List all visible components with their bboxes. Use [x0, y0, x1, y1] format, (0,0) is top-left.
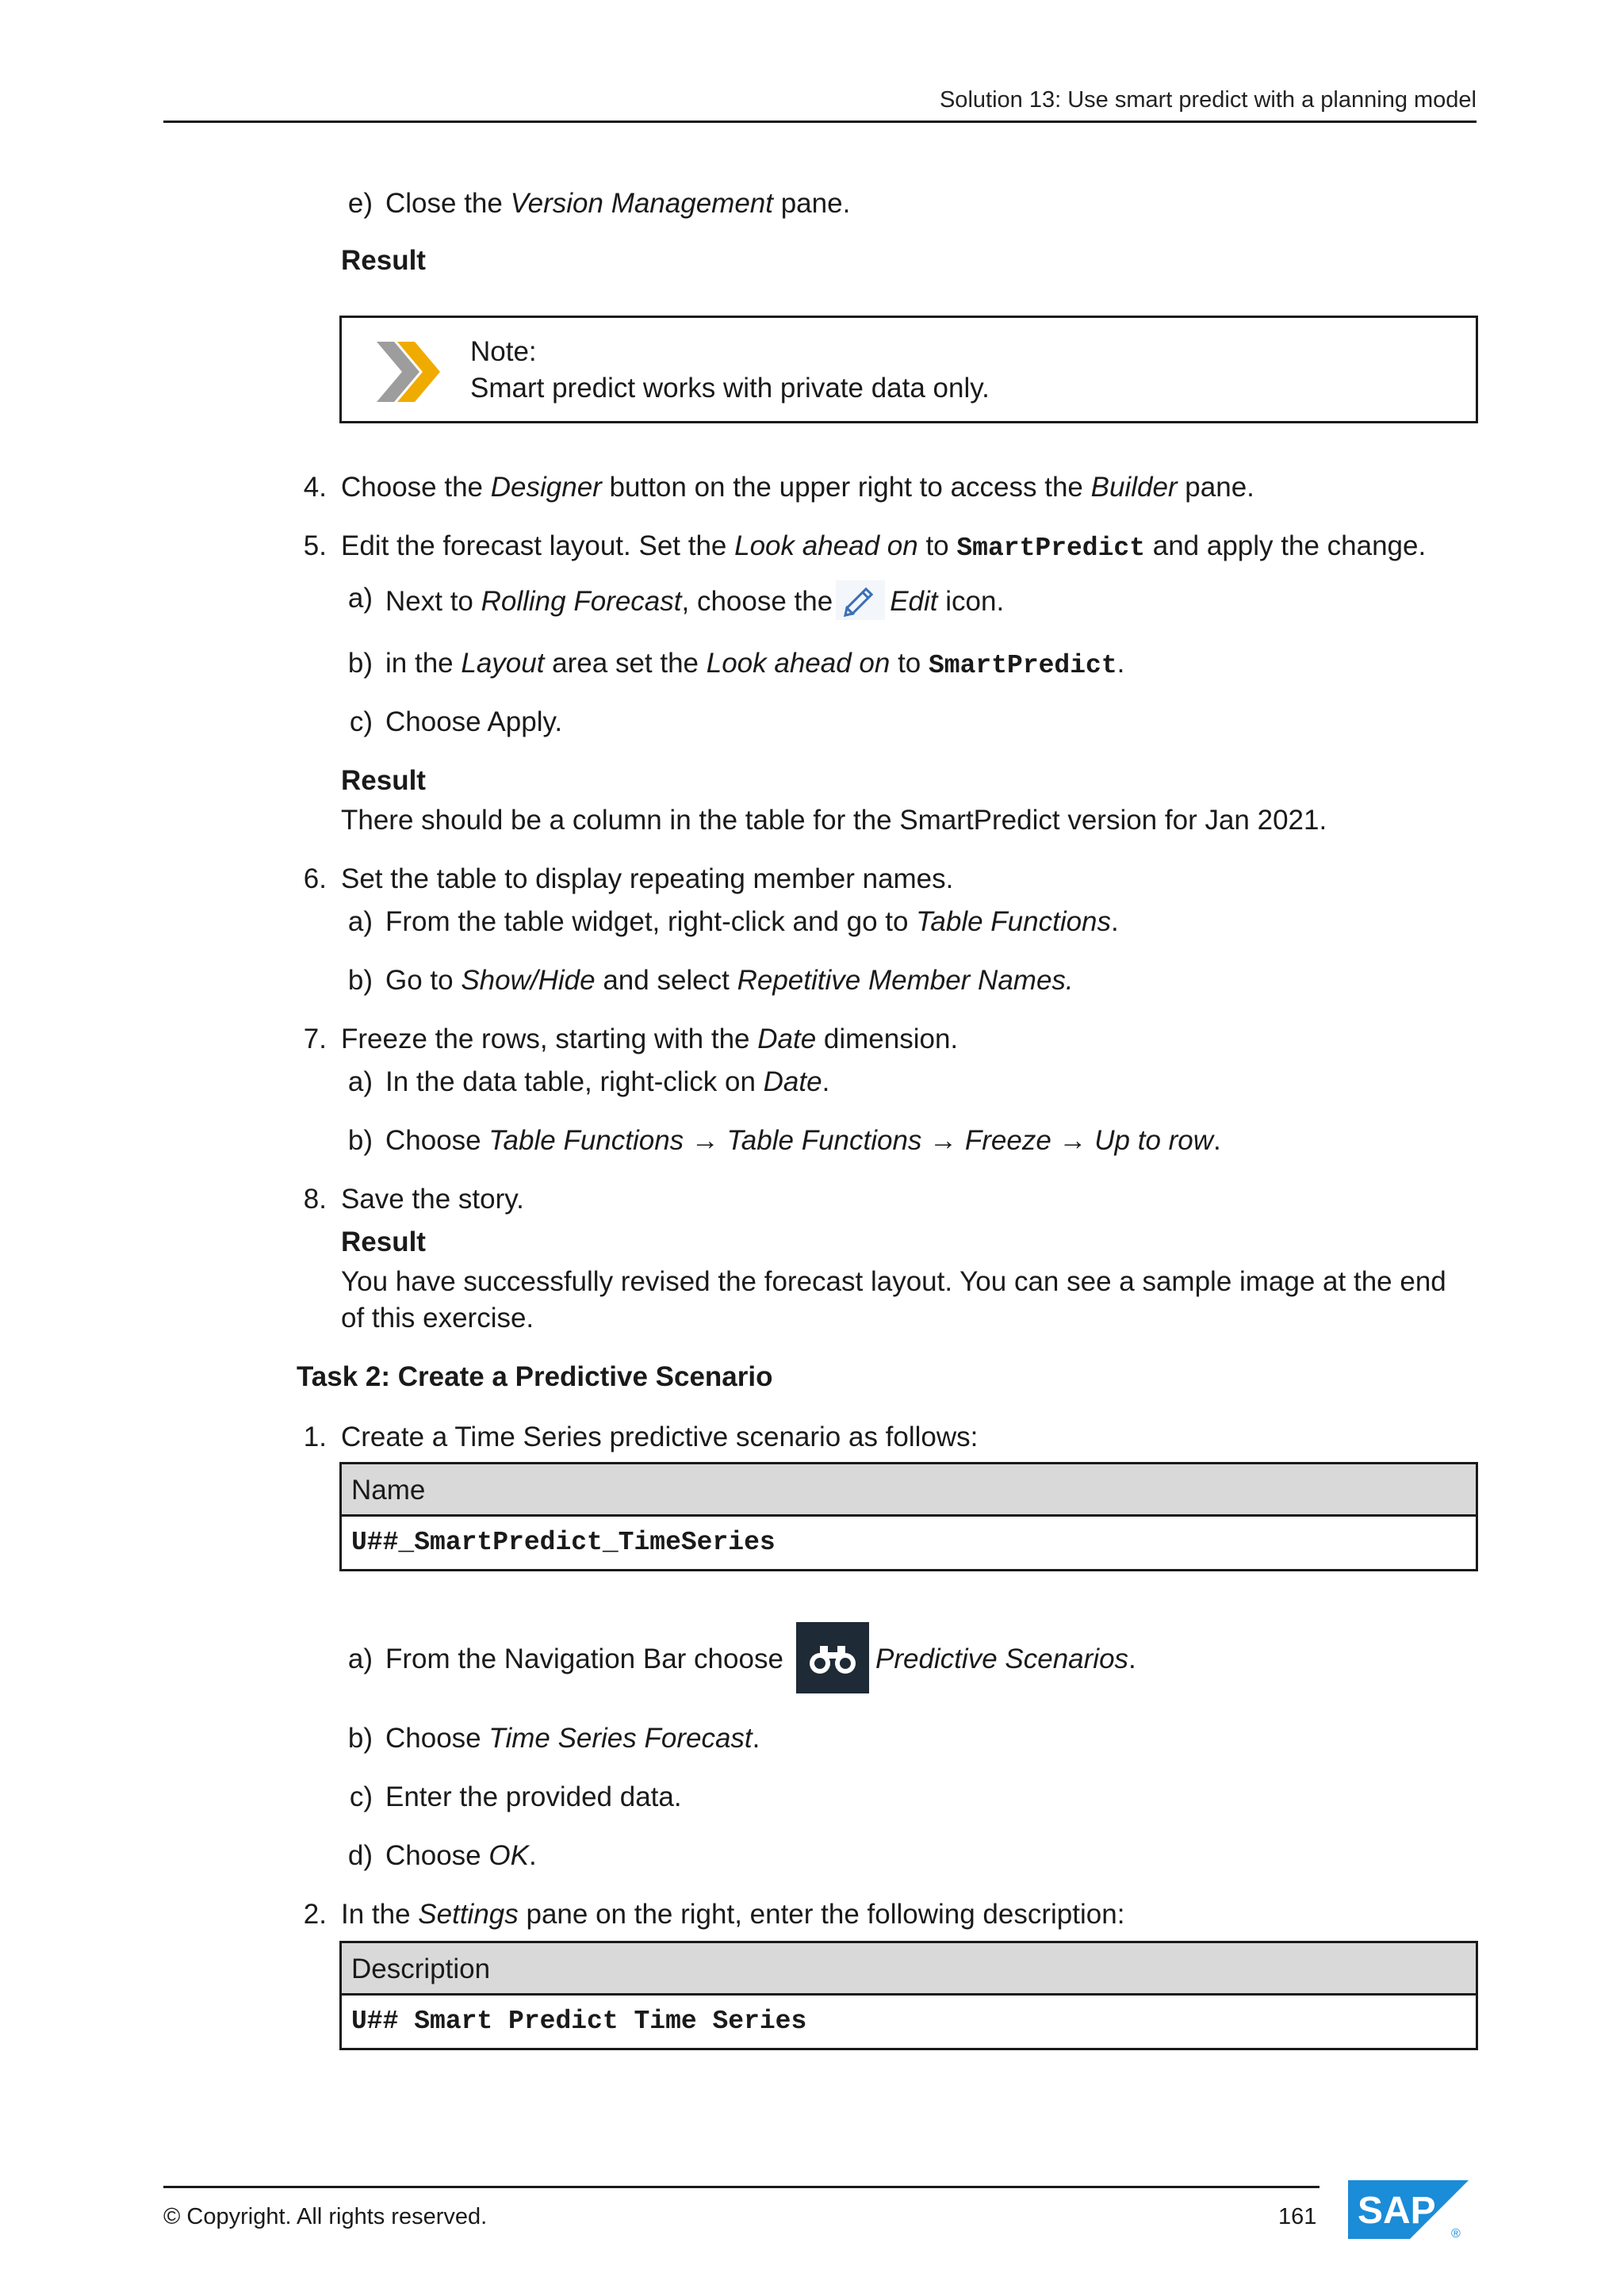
step-5c-label: c) — [349, 706, 373, 737]
task2-step-1d-label: d) — [347, 1840, 373, 1871]
task2-step-2-text: In the Settings pane on the right, enter the following description: — [341, 1899, 1125, 1930]
step-7a-text: In the data table, right-click on Date. — [385, 1066, 830, 1097]
step-5a-label: a) — [347, 583, 373, 614]
step-4-number: 4. — [303, 472, 327, 503]
svg-text:SAP: SAP — [1358, 2190, 1436, 2232]
binoculars-icon — [796, 1622, 869, 1693]
step-6a-label: a) — [347, 906, 373, 937]
step-6-text: Set the table to display repeating member names. — [341, 863, 954, 894]
step-8-text: Save the story. — [341, 1184, 524, 1215]
step-6b-text: Go to Show/Hide and select Repetitive Member Names. — [385, 965, 1074, 996]
task2-step-1c-text: Enter the provided data. — [385, 1781, 682, 1812]
task2-step-1a-text: From the Navigation Bar choose — [385, 1644, 783, 1674]
task2-step-2-number: 2. — [303, 1899, 327, 1930]
note-text: Smart predict works with private data only. — [470, 373, 990, 404]
pencil-edit-icon — [836, 580, 885, 620]
task2-step-1b-text: Choose Time Series Forecast. — [385, 1723, 760, 1754]
step-5c-text: Choose Apply. — [385, 706, 563, 737]
result-text-line-2: of this exercise. — [341, 1303, 534, 1334]
step-5-number: 5. — [303, 530, 327, 561]
step-6-number: 6. — [303, 863, 327, 894]
page-number: 161 — [1278, 2204, 1317, 2229]
step-7b-label: b) — [347, 1125, 373, 1156]
chevron-note-icon — [373, 339, 450, 405]
step-3e-text: Close the Version Management pane. — [385, 188, 851, 219]
step-5b-label: b) — [347, 648, 373, 679]
task2-step-1-number: 1. — [303, 1422, 327, 1452]
name-table-header: Name — [342, 1464, 1476, 1517]
task-2-heading: Task 2: Create a Predictive Scenario — [297, 1361, 773, 1392]
step-7-number: 7. — [303, 1024, 327, 1054]
task2-step-1b-label: b) — [347, 1723, 373, 1754]
header-divider — [163, 121, 1477, 123]
footer-divider — [163, 2186, 1320, 2188]
task2-step-1a-text-tail: Predictive Scenarios. — [875, 1644, 1136, 1674]
note-title: Note: — [470, 336, 537, 367]
step-7a-label: a) — [347, 1066, 373, 1097]
description-table-value: U## Smart Predict Time Series — [351, 2007, 807, 2036]
description-table-header: Description — [342, 1943, 1476, 1996]
step-3e-label: e) — [347, 188, 373, 219]
result-text-line-1: You have successfully revised the forecast layout. You can see a sample image at the end — [341, 1266, 1446, 1297]
page-header-title: Solution 13: Use smart predict with a planning model — [939, 87, 1477, 113]
result-heading: Result — [341, 1226, 426, 1257]
step-4-text: Choose the Designer button on the upper right to access the Builder pane. — [341, 472, 1254, 503]
description-table — [339, 1941, 1478, 2050]
footer-copyright: © Copyright. All rights reserved. — [163, 2204, 488, 2229]
task2-step-1c-label: c) — [349, 1781, 373, 1812]
step-6a-text: From the table widget, right-click and go to Table Functions. — [385, 906, 1119, 937]
step-5b-text: in the Layout area set the Look ahead on to SmartPredict. — [385, 648, 1125, 680]
task2-step-1d-text: Choose OK. — [385, 1840, 537, 1871]
step-5a-text: Next to Rolling Forecast, choose the Edit icon. — [385, 580, 1004, 620]
result-heading: Result — [341, 765, 426, 796]
task2-step-1-text: Create a Time Series predictive scenario as follows: — [341, 1422, 979, 1452]
step-7-text: Freeze the rows, starting with the Date dimension. — [341, 1024, 959, 1054]
step-6b-label: b) — [347, 965, 373, 996]
name-table — [339, 1462, 1478, 1571]
step-7b-text: Choose Table Functions → Table Functions → Freeze → Up to row. — [385, 1125, 1221, 1156]
svg-text:®: ® — [1451, 2227, 1461, 2239]
sap-logo — [1348, 2177, 1469, 2239]
name-table-value: U##_SmartPredict_TimeSeries — [351, 1528, 776, 1557]
step-8-number: 8. — [303, 1184, 327, 1215]
task2-step-1a-label: a) — [347, 1644, 373, 1674]
step-5-text: Edit the forecast layout. Set the Look ahead on to SmartPredict and apply the change. — [341, 530, 1427, 563]
result-heading: Result — [341, 245, 426, 276]
note-box — [339, 316, 1478, 423]
result-text: There should be a column in the table for the SmartPredict version for Jan 2021. — [341, 805, 1327, 836]
